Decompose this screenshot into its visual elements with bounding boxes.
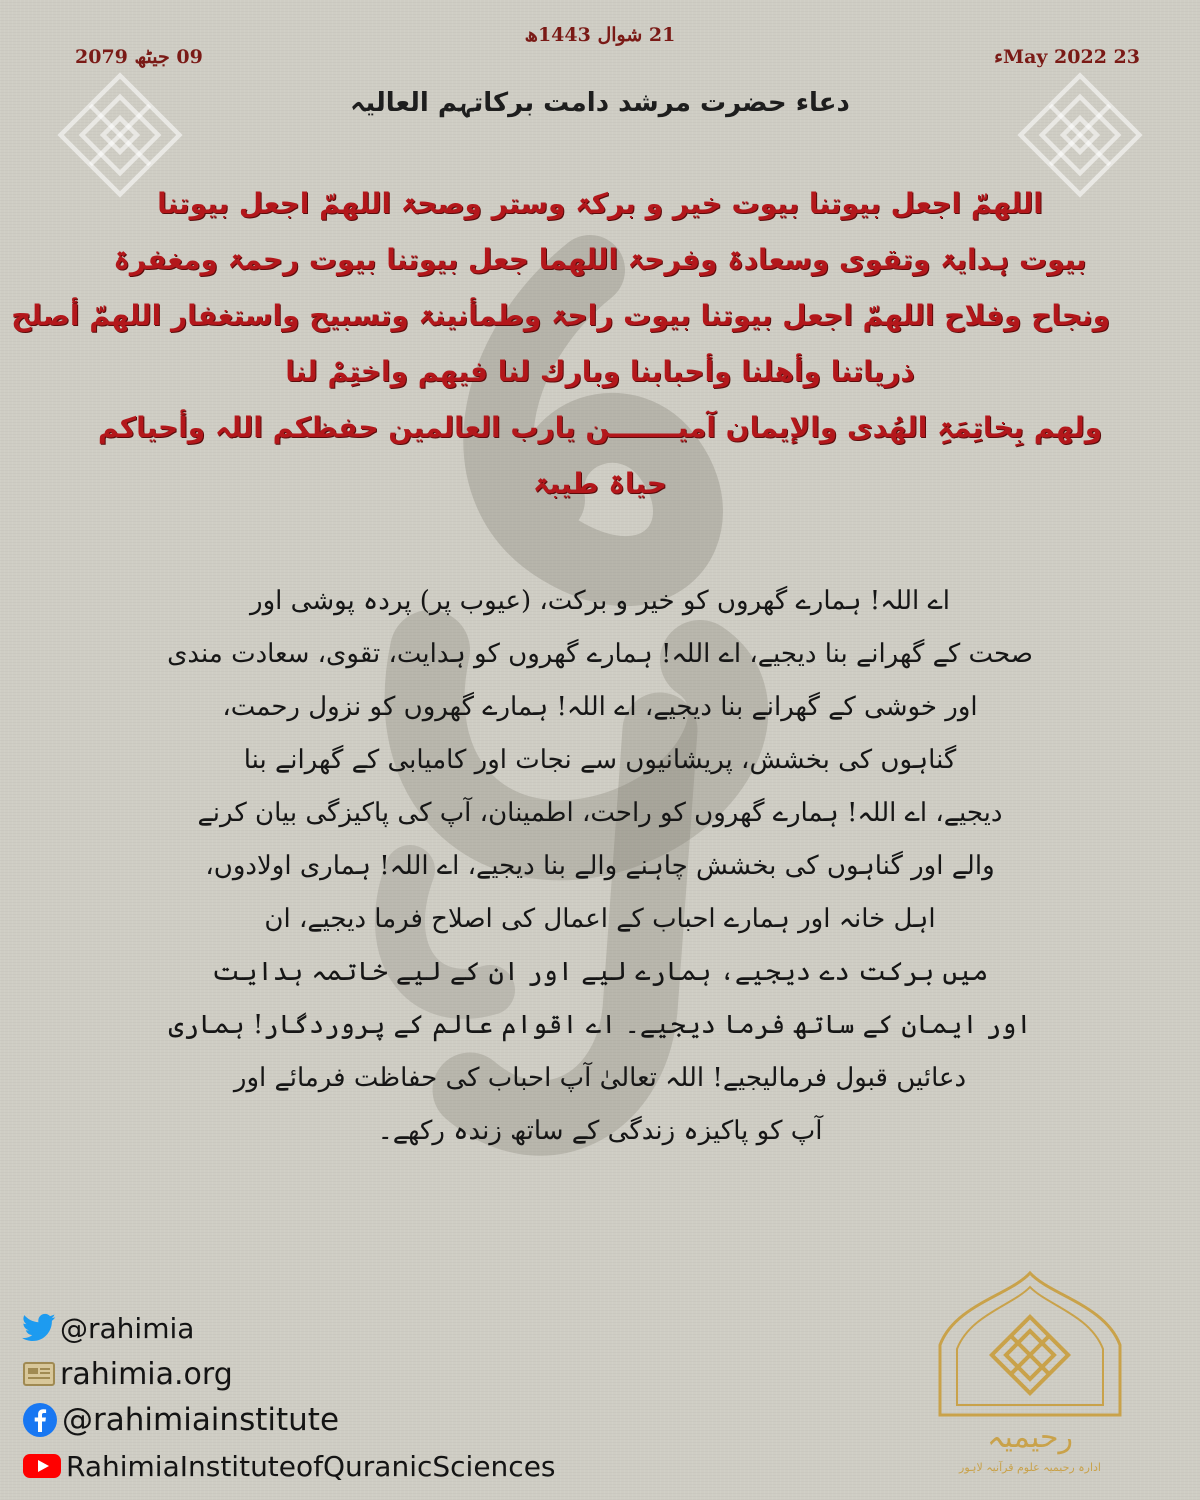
logo-emblem-icon [915,1265,1145,1480]
urdu-translation-line: گناہوں کی بخشش، پریشانیوں سے نجات اور کامیابی کے گھرانے بنا [243,745,957,775]
gregorian-date: 23 May 2022ء [994,46,1140,68]
social-links [22,1305,662,1489]
youtube-icon [22,1452,62,1480]
arabic-dua-line: اللھمّ اجعل بیوتنا بیوت خیر و برکۃ وستر وصحۃ اللھمّ اجعل بیوتنا [157,187,1043,220]
urdu-translation-line: اہل خانہ اور ہمارے احباب کے اعمال کی اصلاح فرما دیجیے، ان [264,904,936,934]
page-title: دعاء حضرت مرشد دامت برکاتہم العالیہ [350,88,850,118]
hijri-date: 21 شوال 1443ھ [524,24,676,46]
arabic-dua-line: ونجاح وفلاح اللھمّ اجعل بیوتنا بیوت راحۃ وطمأنینۃ وتسبیح واستغفار اللھمّ أصلح [11,299,1110,332]
bikrami-date: 09 جیٹھ 2079 [75,46,203,68]
facebook-handle: @rahimiainstitute [62,1402,340,1438]
website-url: rahimia.org [60,1356,233,1392]
arabic-dua-line: ذریاتنا وأھلنا وأحبابنا وبارك لنا فیھم واختِمْ لنا [285,355,915,388]
logo-name: رحیمیہ [986,1420,1074,1455]
facebook-link[interactable] [22,1397,662,1443]
twitter-icon [22,1313,56,1343]
twitter-handle: @rahimia [60,1311,195,1345]
urdu-translation-line: آپ کو پاکیزہ زندگی کے ساتھ زندہ رکھے۔ [377,1116,823,1146]
facebook-icon [22,1402,58,1438]
urdu-translation-line: اے اللہ! ہمارے گھروں کو خیر و برکت، (عیوب پر) پردہ پوشی اور [250,586,950,616]
website-icon [22,1360,56,1388]
date-header [0,22,1200,92]
arabic-dua-line: ولھم بِخاتِمَۃِ الھُدی والإیمان آمیـــــــن یارب العالمین حفظکم اللہ وأحیاکم [97,411,1103,444]
arabic-dua [11,176,1110,512]
logo-subtitle: ادارہ رحیمیہ علوم قرآنیہ لاہور [959,1461,1101,1474]
urdu-translation-line: والے اور گناہوں کی بخشش چاہنے والے بنا دیجیے، اے اللہ! ہماری اولادوں، [205,851,995,881]
urdu-translation-line: میں برکت دے دیجیے، ہمارے لیے اور ان کے لیے خاتمہ ہدایت [211,957,989,987]
website-link[interactable] [22,1351,662,1397]
arabic-dua-line: بیوت ہدایۃ وتقوی وسعادۃ وفرحۃ اللھما جعل بیوتنا بیوت رحمۃ ومغفرۃ [113,243,1087,276]
urdu-translation-line: اور خوشی کے گھرانے بنا دیجیے، اے اللہ! ہمارے گھروں کو نزول رحمت، [222,692,978,722]
urdu-translation-line: اور ایمان کے ساتھ فرما دیجیے۔ اے اقوام عالم کے پروردگار! ہماری [168,1010,1032,1040]
youtube-link[interactable] [22,1443,662,1489]
arabic-dua-line: حیاۃ طیبۃ [533,467,667,500]
youtube-channel: RahimiaInstituteofQuranicSciences [66,1449,556,1483]
urdu-translation-line: دعائیں قبول فرمالیجیے! اللہ تعالیٰ آپ احباب کی حفاظت فرمائے اور [233,1063,967,1093]
twitter-link[interactable] [22,1305,662,1351]
urdu-translation-line: صحت کے گھرانے بنا دیجیے، اے اللہ! ہمارے گھروں کو ہدایت، تقوی، سعادت مندی [167,639,1033,669]
urdu-translation [150,575,1050,1158]
urdu-translation-line: دیجیے، اے اللہ! ہمارے گھروں کو راحت، اطمینان، آپ کی پاکیزگی بیان کرنے [197,798,1003,828]
